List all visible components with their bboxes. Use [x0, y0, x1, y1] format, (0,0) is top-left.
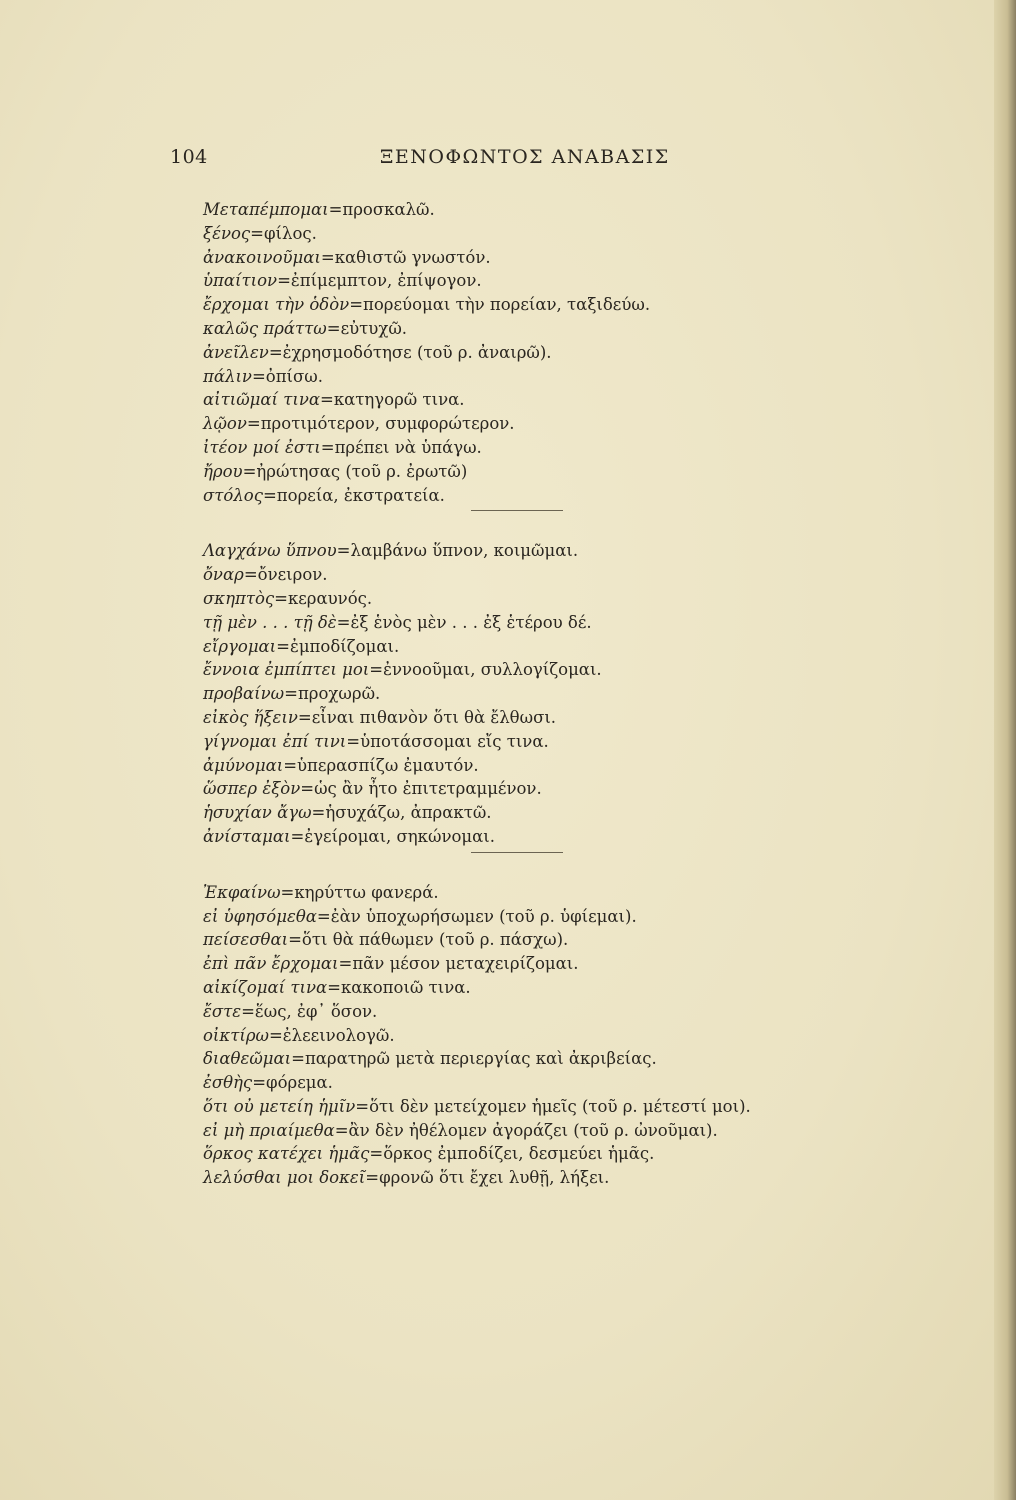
glossary-entry [203, 754, 903, 778]
glossary-entry [203, 341, 903, 365]
glossary-lemma: πάλιν [203, 366, 252, 386]
glossary-body [203, 198, 903, 1190]
glossary-lemma: στόλος [203, 485, 263, 505]
running-title: ΞΕΝΟΦΩΝΤΟΣ ΑΝΑΒΑΣΙΣ [380, 146, 670, 168]
glossary-lemma: ὅρκος κατέχει ἡμᾶς [203, 1144, 370, 1164]
glossary-entry [203, 611, 903, 635]
glossary-lemma: Ἐκφαίνω [203, 882, 281, 902]
section-divider [471, 510, 563, 511]
glossary-lemma: εἰ μὴ πριαίμεθα [203, 1120, 335, 1140]
glossary-lemma: ἰτέον μοί ἐστι [203, 437, 321, 457]
glossary-lemma: εἴργομαι [203, 636, 277, 656]
glossary-entry [203, 777, 903, 801]
glossary-lemma: γίγνομαι ἐπί τινι [203, 731, 347, 751]
glossary-entry [203, 269, 903, 293]
page-header [170, 146, 870, 176]
glossary-lemma: ἀνακοινοῦμαι [203, 247, 321, 267]
glossary-lemma: αἰκίζομαί τινα [203, 977, 328, 997]
glossary-lemma: σκηπτὸς [203, 588, 275, 608]
glossary-entry [203, 928, 903, 952]
glossary-entry [203, 1000, 903, 1024]
glossary-lemma: ἔρχομαι τὴν ὁδὸν [203, 295, 350, 315]
glossary-entry [203, 730, 903, 754]
glossary-lemma: διαθεῶμαι [203, 1049, 292, 1069]
glossary-entry [203, 460, 903, 484]
glossary-entry [203, 1071, 903, 1095]
glossary-entry [203, 976, 903, 1000]
glossary-gloss: =προχωρῶ. [284, 684, 381, 704]
glossary-lemma: Λαγχάνω ὕπνου [203, 541, 337, 561]
glossary-gloss: =φίλος. [250, 223, 317, 243]
glossary-entry [203, 1095, 903, 1119]
glossary-gloss: =ὑπερασπίζω ἐμαυτόν. [283, 755, 479, 775]
glossary-gloss: =ὅρκος ἐμποδίζει, δεσμεύει ἡμᾶς. [369, 1144, 655, 1164]
glossary-gloss: =ὅτι θὰ πάθωμεν (τοῦ ρ. πάσχω). [288, 930, 569, 950]
glossary-entry [203, 484, 903, 508]
glossary-entry [203, 658, 903, 682]
glossary-lemma: προβαίνω [203, 684, 285, 704]
glossary-lemma: καλῶς πράττω [203, 318, 327, 338]
glossary-gloss: =ἐλεεινολογῶ. [268, 1025, 395, 1045]
glossary-entry [203, 1166, 903, 1190]
glossary-lemma: τῇ μὲν . . . τῇ δὲ [203, 612, 337, 632]
glossary-lemma: ἀνεῖλεν [203, 342, 269, 362]
glossary-entry [203, 563, 903, 587]
glossary-lemma: ἐσθὴς [203, 1073, 253, 1093]
glossary-gloss: =ἠρώτησας (τοῦ ρ. ἐρωτῶ) [242, 461, 468, 481]
glossary-entry [203, 246, 903, 270]
glossary-entry [203, 905, 903, 929]
glossary-entry [203, 198, 903, 222]
glossary-gloss: =καθιστῶ γνωστόν. [320, 247, 491, 267]
glossary-lemma: εἰκὸς ἥξειν [203, 707, 298, 727]
page-number: 104 [170, 146, 208, 168]
glossary-gloss: =ἐπίμεμπτον, ἐπίψογον. [277, 271, 482, 291]
glossary-gloss: =ὄνειρον. [243, 565, 328, 585]
glossary-entry [203, 825, 903, 849]
glossary-entry [203, 881, 903, 905]
glossary-gloss: =πορεύομαι τὴν πορείαν, ταξιδεύω. [349, 295, 651, 315]
glossary-gloss: =ὀπίσω. [251, 366, 323, 386]
glossary-gloss: =παρατηρῶ μετὰ περιεργίας καὶ ἀκριβείας. [291, 1049, 657, 1069]
glossary-lemma: ὄναρ [203, 565, 244, 585]
glossary-gloss: =ἐννοοῦμαι, συλλογίζομαι. [369, 660, 602, 680]
glossary-lemma: εἰ ὑφησόμεθα [203, 906, 317, 926]
glossary-gloss: =φόρεμα. [252, 1073, 333, 1093]
glossary-lemma: ἔστε [203, 1001, 242, 1021]
glossary-entry [203, 365, 903, 389]
glossary-gloss: =κηρύττω φανερά. [280, 882, 439, 902]
glossary-entry [203, 706, 903, 730]
glossary-lemma: αἰτιῶμαί τινα [203, 390, 321, 410]
glossary-gloss: =ὅτι δὲν μετείχομεν ἡμεῖς (τοῦ ρ. μέτεστί μοι). [355, 1096, 751, 1116]
glossary-gloss: =ἐξ ἑνὸς μὲν . . . ἐξ ἑτέρου δέ. [336, 612, 592, 632]
glossary-entry [203, 1142, 903, 1166]
glossary-section [203, 539, 903, 848]
glossary-entry [203, 952, 903, 976]
glossary-entry [203, 436, 903, 460]
glossary-lemma: λῷον [203, 414, 247, 434]
glossary-gloss: =ἕως, ἐφ᾽ ὅσον. [241, 1001, 378, 1021]
glossary-entry [203, 801, 903, 825]
glossary-gloss: =κεραυνός. [274, 588, 373, 608]
glossary-entry [203, 293, 903, 317]
glossary-entry [203, 388, 903, 412]
glossary-section [203, 881, 903, 1190]
glossary-lemma: ὅτι οὐ μετείη ἡμῖν [203, 1096, 356, 1116]
glossary-gloss: =εὐτυχῶ. [326, 318, 408, 338]
section-divider [471, 852, 563, 853]
glossary-gloss: =εἶναι πιθανὸν ὅτι θὰ ἔλθωσι. [297, 707, 557, 727]
glossary-lemma: ἐπὶ πᾶν ἔρχομαι [203, 954, 339, 974]
glossary-lemma: ἡσυχίαν ἄγω [203, 803, 312, 823]
glossary-entry [203, 317, 903, 341]
glossary-entry [203, 587, 903, 611]
glossary-gloss: =ὑποτάσσομαι εἴς τινα. [346, 731, 549, 751]
glossary-gloss: =ἐχρησμοδότησε (τοῦ ρ. ἀναιρῶ). [268, 342, 552, 362]
glossary-lemma: ξένος [203, 223, 251, 243]
glossary-gloss: =κατηγορῶ τινα. [320, 390, 465, 410]
glossary-gloss: =προσκαλῶ. [328, 200, 435, 219]
glossary-gloss: =πρέπει νὰ ὑπάγω. [320, 437, 482, 457]
glossary-entry [203, 682, 903, 706]
glossary-lemma: λελύσθαι μοι δοκεῖ [203, 1168, 366, 1188]
glossary-lemma: ὥσπερ ἐξὸν [203, 779, 301, 799]
book-spine-edge [994, 0, 1016, 1500]
glossary-gloss: =ἐὰν ὑποχωρήσωμεν (τοῦ ρ. ὑφίεμαι). [316, 906, 637, 926]
glossary-gloss: =ἐγείρομαι, σηκώνομαι. [290, 826, 495, 846]
glossary-gloss: =λαμβάνω ὕπνον, κοιμῶμαι. [336, 541, 579, 561]
glossary-lemma: ἤρου [203, 461, 243, 481]
glossary-lemma: ἔννοια ἐμπίπτει μοι [203, 660, 370, 680]
glossary-lemma: ἀμύνομαι [203, 755, 284, 775]
glossary-gloss: =πᾶν μέσον μεταχειρίζομαι. [338, 954, 579, 974]
glossary-gloss: =ἡσυχάζω, ἀπρακτῶ. [311, 803, 492, 823]
glossary-entry [203, 635, 903, 659]
glossary-lemma: ὑπαίτιον [203, 271, 278, 291]
glossary-gloss: =κακοποιῶ τινα. [327, 977, 471, 997]
glossary-entry [203, 412, 903, 436]
glossary-entry [203, 1047, 903, 1071]
glossary-gloss: =φρονῶ ὅτι ἔχει λυθῇ, λήξει. [365, 1168, 610, 1188]
glossary-lemma: οἰκτίρω [203, 1025, 269, 1045]
glossary-entry [203, 1024, 903, 1048]
glossary-lemma: ἀνίσταμαι [203, 826, 291, 846]
glossary-entry [203, 539, 903, 563]
glossary-gloss: =προτιμότερον, συμφορώτερον. [246, 414, 515, 434]
glossary-lemma: πείσεσθαι [203, 930, 289, 950]
glossary-entry [203, 1119, 903, 1143]
glossary-gloss: =πορεία, ἐκστρατεία. [262, 485, 445, 505]
glossary-gloss: =ἂν δὲν ἠθέλομεν ἀγοράζει (τοῦ ρ. ὠνοῦμαι). [334, 1120, 718, 1140]
glossary-entry [203, 222, 903, 246]
glossary-lemma: Μεταπέμπομαι [203, 200, 329, 219]
glossary-section [203, 198, 903, 507]
glossary-gloss: =ἐμποδίζομαι. [276, 636, 400, 656]
glossary-gloss: =ὡς ἂν ἦτο ἐπιτετραμμένον. [300, 779, 542, 799]
